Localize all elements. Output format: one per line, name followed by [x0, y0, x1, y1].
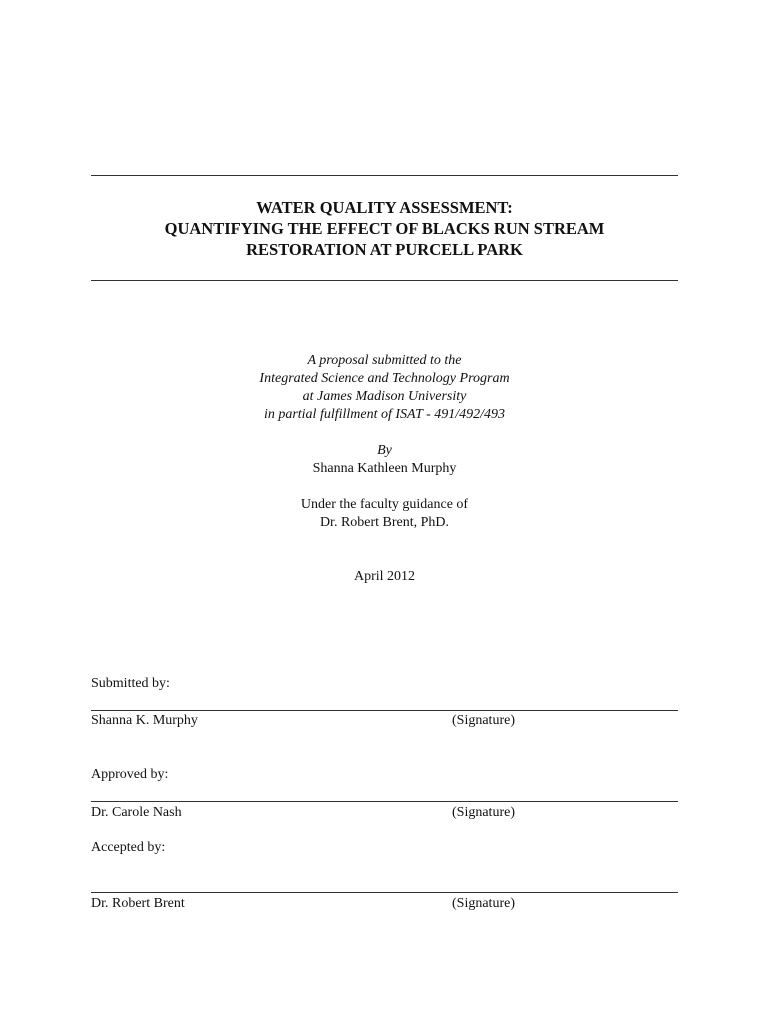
submitted-signature-line — [91, 710, 678, 711]
approved-name: Dr. Carole Nash — [91, 805, 182, 820]
advisor-name: Dr. Robert Brent, PhD. — [319, 515, 450, 530]
document-title — [91, 197, 678, 260]
approved-signature-line — [91, 801, 678, 802]
title-line-1: WATER QUALITY ASSESSMENT: — [256, 198, 513, 217]
title-top-rule — [91, 175, 678, 176]
submitted-signature-label: (Signature) — [452, 713, 515, 728]
accepted-signature-line — [91, 892, 678, 893]
proposal-info — [91, 352, 678, 586]
proposal-date: April 2012 — [353, 569, 416, 584]
submitted-name: Shanna K. Murphy — [91, 713, 198, 728]
proposal-line-3: at James Madison University — [302, 389, 467, 404]
accepted-name: Dr. Robert Brent — [91, 896, 185, 911]
submitted-by-label: Submitted by: — [91, 676, 170, 691]
accepted-signature-label: (Signature) — [452, 896, 515, 911]
proposal-line-2: Integrated Science and Technology Program — [259, 371, 510, 386]
approved-by-label: Approved by: — [91, 767, 169, 782]
title-bottom-rule — [91, 280, 678, 281]
proposal-line-1: A proposal submitted to the — [307, 353, 462, 368]
guidance-label: Under the faculty guidance of — [300, 497, 469, 512]
author-name: Shanna Kathleen Murphy — [312, 461, 457, 476]
title-line-3: RESTORATION AT PURCELL PARK — [246, 240, 523, 259]
by-label: By — [377, 443, 392, 458]
approved-signature-label: (Signature) — [452, 805, 515, 820]
accepted-by-label: Accepted by: — [91, 840, 166, 855]
title-line-2: QUANTIFYING THE EFFECT OF BLACKS RUN STREAM — [164, 219, 605, 238]
proposal-line-4: in partial fulfillment of ISAT - 491/492/493 — [263, 407, 506, 422]
